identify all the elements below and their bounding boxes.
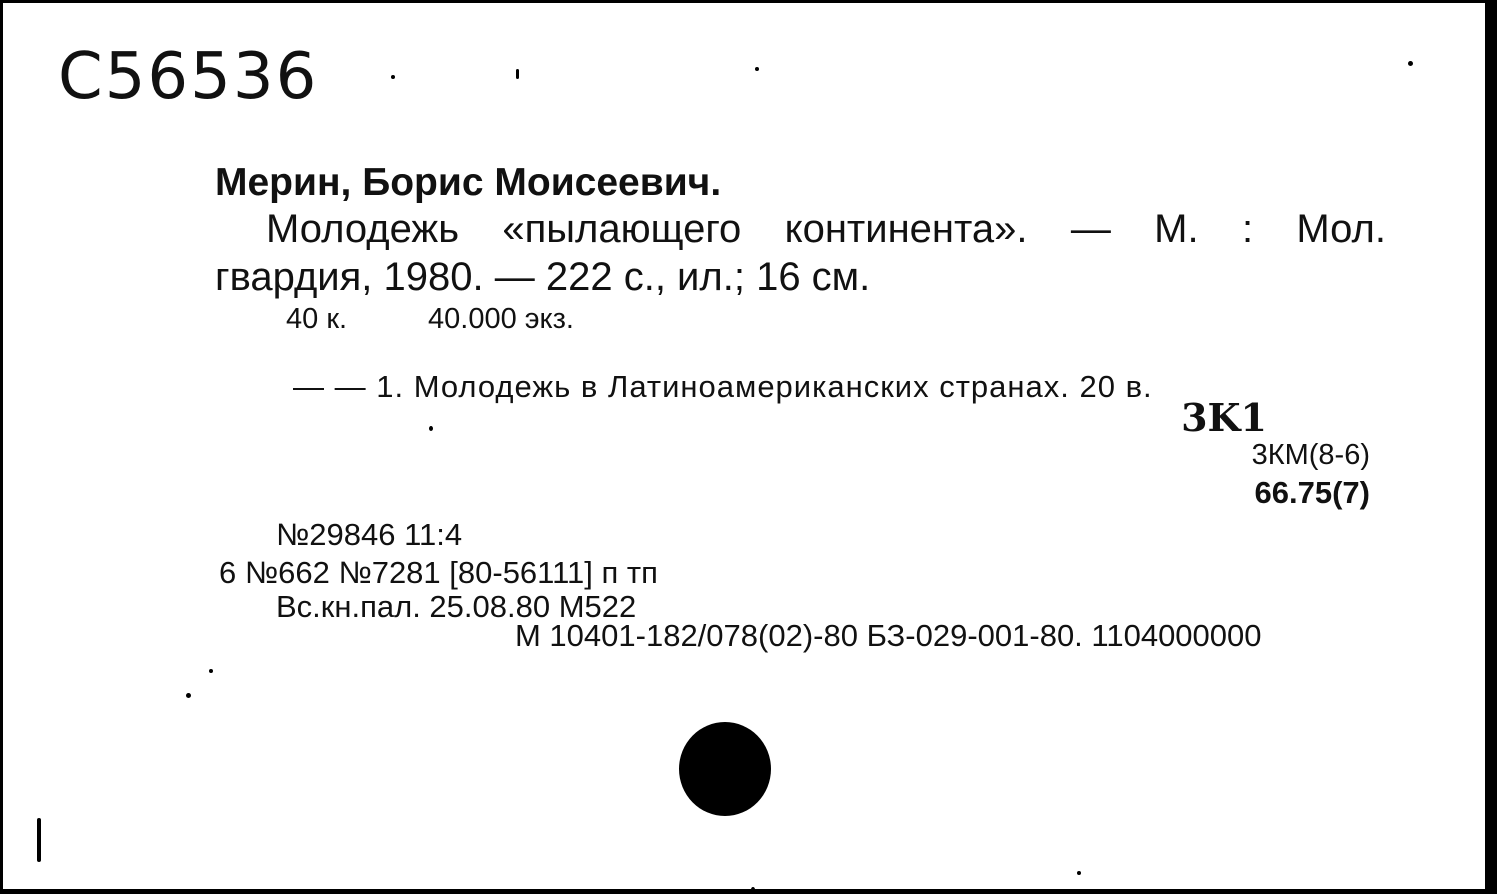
speck bbox=[1077, 871, 1081, 875]
printing-info: 6 №662 №7281 [80-56111] п тп bbox=[219, 555, 658, 590]
title-line-2: гвардия, 1980. — 222 с., ил.; 16 см. bbox=[215, 255, 871, 299]
subject-heading: — — 1. Молодежь в Латиноамериканских странах. 20 в. bbox=[293, 369, 1153, 404]
speck bbox=[391, 75, 395, 79]
classification-code-1: 3КМ(8-6) bbox=[1251, 439, 1370, 471]
order-number: №29846 11:4 bbox=[276, 517, 463, 552]
price: 40 к. bbox=[286, 303, 348, 335]
book-chamber-line: Вс.кн.пал. 25.08.80 М522 bbox=[276, 589, 637, 624]
speck bbox=[1408, 61, 1413, 66]
speck bbox=[751, 887, 755, 892]
speck bbox=[755, 67, 759, 71]
bibliographic-index: М 10401-182/078(02)-80 БЗ-029-001-80. 1104000000 bbox=[515, 618, 1262, 653]
speck bbox=[37, 818, 41, 862]
speck bbox=[429, 426, 433, 431]
author-heading: Мерин, Борис Моисеевич. bbox=[215, 161, 722, 204]
print-run: 40.000 экз. bbox=[428, 303, 574, 335]
punch-hole bbox=[679, 722, 771, 816]
call-number-handwritten: C56536 bbox=[58, 40, 319, 114]
speck bbox=[516, 69, 519, 79]
classification-code-2: 66.75(7) bbox=[1254, 475, 1370, 510]
speck bbox=[186, 693, 191, 698]
speck bbox=[209, 669, 213, 673]
classification-handwritten: 3K1 bbox=[1181, 395, 1267, 440]
title-line-1: Молодежь «пылающего континента». — М. : Мол. bbox=[266, 207, 1386, 251]
